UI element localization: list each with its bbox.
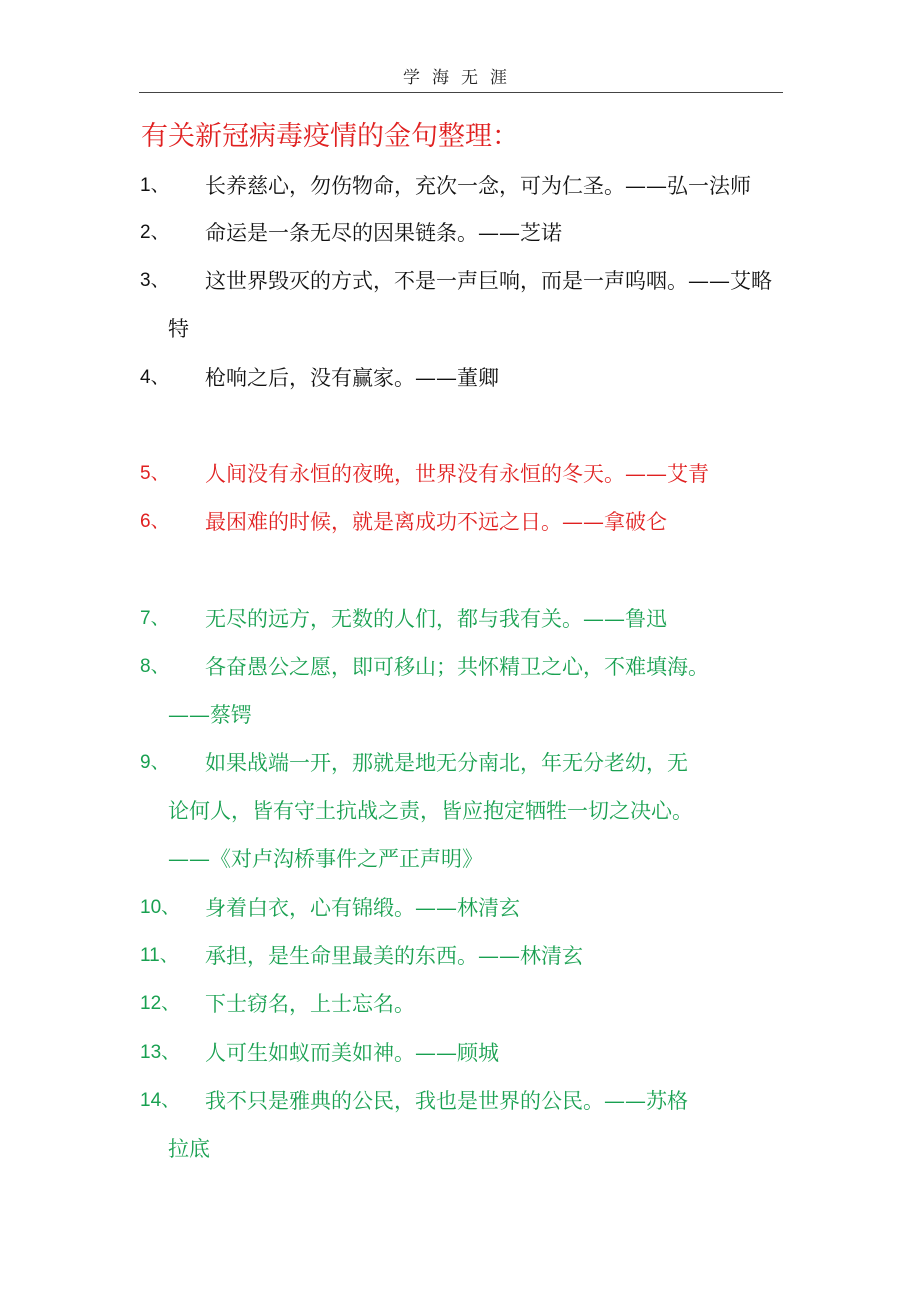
quote-text: 人间没有永恒的夜晚，世界没有永恒的冬天。——艾青 (205, 462, 709, 486)
quote-text: 承担，是生命里最美的东西。——林清玄 (205, 944, 583, 968)
quote-text: 最困难的时候，就是离成功不远之日。——拿破仑 (205, 510, 667, 534)
quote-text-continued: ——蔡锷 (168, 703, 252, 727)
quote-text-continued: 论何人，皆有守土抗战之责，皆应抱定牺牲一切之决心。 (168, 799, 693, 823)
quote-number: 6、 (140, 511, 170, 532)
quote-text: 如果战端一开，那就是地无分南北，年无分老幼，无 (205, 751, 688, 775)
quote-text: 无尽的远方，无数的人们，都与我有关。——鲁迅 (205, 607, 667, 631)
document-title: 有关新冠病毒疫情的金句整理： (141, 121, 519, 152)
quote-number: 8、 (140, 656, 170, 677)
quote-text: 命运是一条无尽的因果链条。——芝诺 (205, 221, 562, 245)
quote-text-continued: 特 (168, 317, 189, 341)
quote-source: ——《对卢沟桥事件之严正声明》 (168, 847, 483, 871)
header-rule (139, 92, 783, 93)
quote-number: 5、 (140, 463, 170, 484)
quote-text: 下士窃名，上士忘名。 (205, 992, 415, 1016)
quote-number: 2、 (140, 222, 170, 243)
quote-text: 身着白衣，心有锦缎。——林清玄 (205, 896, 520, 920)
quote-number: 14、 (140, 1090, 181, 1111)
running-header: 学海无涯 (403, 68, 519, 88)
quote-number: 11、 (140, 945, 179, 966)
quote-text: 我不只是雅典的公民，我也是世界的公民。——苏格 (205, 1089, 688, 1113)
quote-text: 枪响之后，没有赢家。——董卿 (205, 366, 499, 390)
quote-number: 9、 (140, 752, 170, 773)
quote-number: 7、 (140, 608, 170, 629)
quote-text: 人可生如蚁而美如神。——顾城 (205, 1041, 499, 1065)
quote-text: 长养慈心，勿伤物命，充次一念，可为仁圣。——弘一法师 (205, 174, 751, 198)
quote-number: 13、 (140, 1042, 181, 1063)
quote-number: 4、 (140, 367, 170, 388)
quote-text-continued: 拉底 (168, 1137, 210, 1161)
quote-number: 3、 (140, 270, 170, 291)
quote-number: 12、 (140, 993, 181, 1014)
quote-number: 10、 (140, 897, 181, 918)
quote-text: 这世界毁灭的方式，不是一声巨响，而是一声呜咽。——艾略 (205, 269, 772, 293)
quote-text: 各奋愚公之愿，即可移山；共怀精卫之心，不难填海。 (205, 655, 709, 679)
quote-number: 1、 (140, 175, 170, 196)
